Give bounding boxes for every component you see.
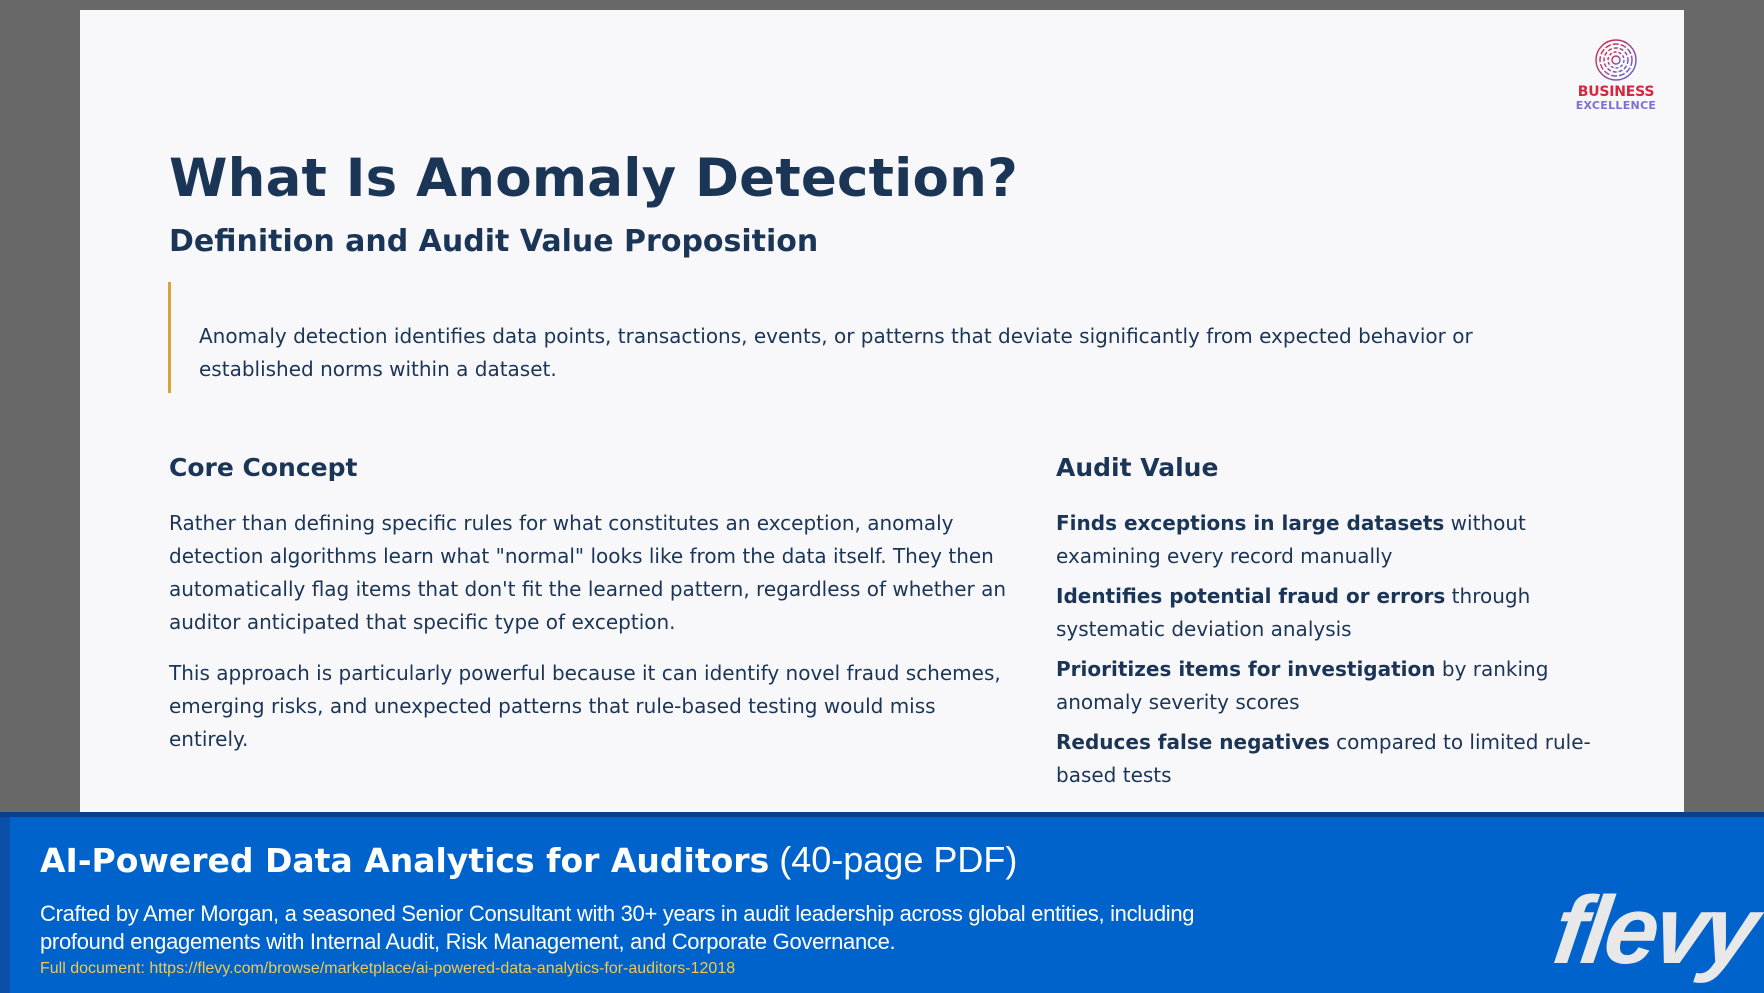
definition-text: Anomaly detection identifies data points, transactions, events, or patterns that deviate significantly from expected behavior or established norms within a dataset. (199, 324, 1473, 381)
slide (80, 10, 1684, 812)
core-concept-paragraph: Rather than defining specific rules for what constitutes an exception, anomaly detection algorithms learn what "normal" looks like from the data itself. They then automatically flag items that don't fit the learned pattern, regardless of whether an auditor anticipated that specific type of exception. (169, 511, 1007, 634)
audit-value-item (1056, 726, 1616, 792)
audit-value-list (1056, 507, 1616, 799)
audit-value-item-text: compared to limited rule-based tests (1056, 730, 1591, 787)
audit-value-item (1056, 580, 1616, 646)
audit-value-item-text: without examining every record manually (1056, 511, 1526, 568)
audit-value-item (1056, 653, 1616, 719)
audit-value-item-bold: Prioritizes items for investigation (1056, 657, 1436, 681)
document-description: Crafted by Amer Morgan, a seasoned Senior Consultant with 30+ years in audit leadership across global entities, including profound engagements with Internal Audit, Risk Management, and Corporate Governance. (40, 901, 1195, 954)
definition-callout (168, 282, 1548, 393)
audit-value-item-text: through systematic deviation analysis (1056, 584, 1531, 641)
flevy-logo: flevy (1547, 877, 1762, 984)
document-banner (0, 812, 1764, 993)
audit-value-item (1056, 507, 1616, 573)
banner-edge (0, 817, 10, 993)
fingerprint-icon (1594, 38, 1638, 82)
logo-text-excellence: EXCELLENCE (1575, 99, 1657, 112)
document-link[interactable]: Full document: https://flevy.com/browse/marketplace/ai-powered-data-analytics-for-auditors-12018 (40, 960, 736, 977)
core-concept-paragraph: This approach is particularly powerful because it can identify novel fraud schemes, emerging risks, and unexpected patterns that rule-based testing would miss entirely. (169, 661, 1001, 751)
page-subtitle: Definition and Audit Value Proposition (169, 224, 819, 259)
document-title-main: AI-Powered Data Analytics for Auditors (40, 841, 770, 880)
document-title (40, 839, 1017, 881)
document-page-count: (40-page PDF) (769, 839, 1018, 880)
audit-value-item-bold: Finds exceptions in large datasets (1056, 511, 1445, 535)
audit-value-item-text: by ranking anomaly severity scores (1056, 657, 1549, 714)
page-title: What Is Anomaly Detection? (169, 148, 1019, 209)
audit-value-heading: Audit Value (1056, 453, 1219, 482)
audit-value-item-bold: Reduces false negatives (1056, 730, 1330, 754)
audit-value-item-bold: Identifies potential fraud or errors (1056, 584, 1446, 608)
logo-text-business: BUSINESS (1577, 84, 1655, 100)
core-concept-heading: Core Concept (169, 453, 358, 482)
business-excellence-logo (1570, 38, 1662, 128)
